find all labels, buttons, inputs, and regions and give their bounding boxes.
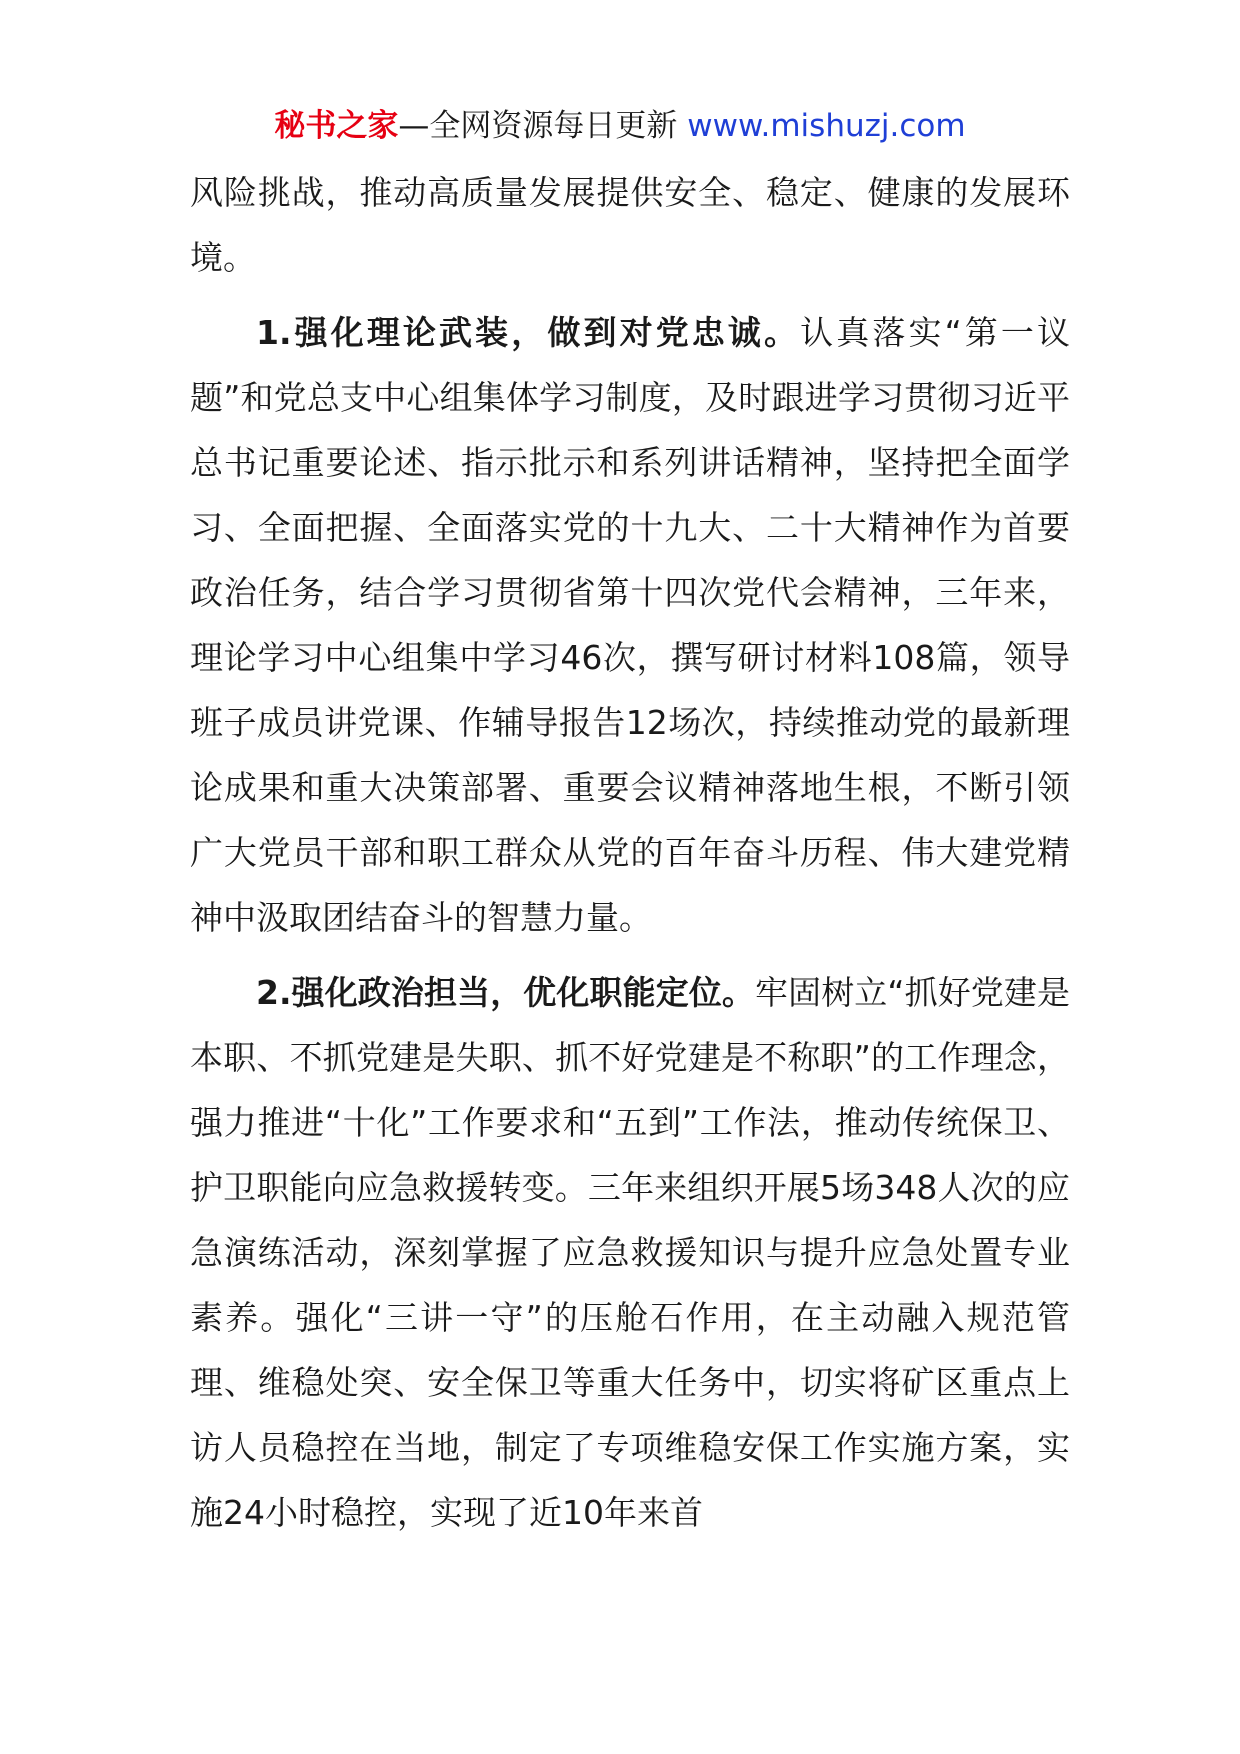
document-body — [190, 160, 1070, 1545]
paragraph-continuation — [190, 160, 1070, 290]
paragraph-text: 认真落实“第一议题”和党总支中心组集体学习制度，及时跟进学习贯彻习近平总书记重要论述、指示批示和系列讲话精神，坚持把全面学习、全面把握、全面落实党的十九大、二十大精神作为首要政治任务，结合学习贯彻省第十四次党代会精神，三年来，理论学习中心组集中学习46次，撰写研讨材料108篇，领导班子成员讲党课、作辅导报告12场次，持续推动党的最新理论成果和重大决策部署、重要会议精神落地生根，不断引领广大党员干部和职工群众从党的百年奋斗历程、伟大建党精神中汲取团结奋斗的智慧力量。 — [190, 313, 1070, 937]
paragraph-text: 牢固树立“抓好党建是本职、不抓党建是失职、抓不好党建是不称职”的工作理念，强力推进“十化”工作要求和“五到”工作法，推动传统保卫、护卫职能向应急救援转变。三年来组织开展5场348人次的应急演练活动，深刻掌握了应急救援知识与提升应急处置专业素养。强化“三讲一守”的压舱石作用，在主动融入规范管理、维稳处突、安全保卫等重大任务中，切实将矿区重点上访人员稳控在当地，制定了专项维稳安保工作实施方案，实施24小时稳控，实现了近10年来首 — [190, 973, 1070, 1532]
paragraph-politics — [190, 960, 1070, 1545]
site-header — [0, 104, 1240, 148]
site-url-link[interactable]: www.mishuzj.com — [687, 108, 966, 144]
brand-name: 秘书之家 — [274, 108, 399, 144]
paragraph-heading: 1.强化理论武装，做到对党忠诚。 — [256, 313, 801, 352]
paragraph-text: 风险挑战，推动高质量发展提供安全、稳定、健康的发展环境。 — [190, 173, 1070, 277]
paragraph-heading: 2.强化政治担当，优化职能定位。 — [256, 973, 755, 1012]
paragraph-theory — [190, 300, 1070, 950]
header-tagline: —全网资源每日更新 — [398, 108, 678, 144]
